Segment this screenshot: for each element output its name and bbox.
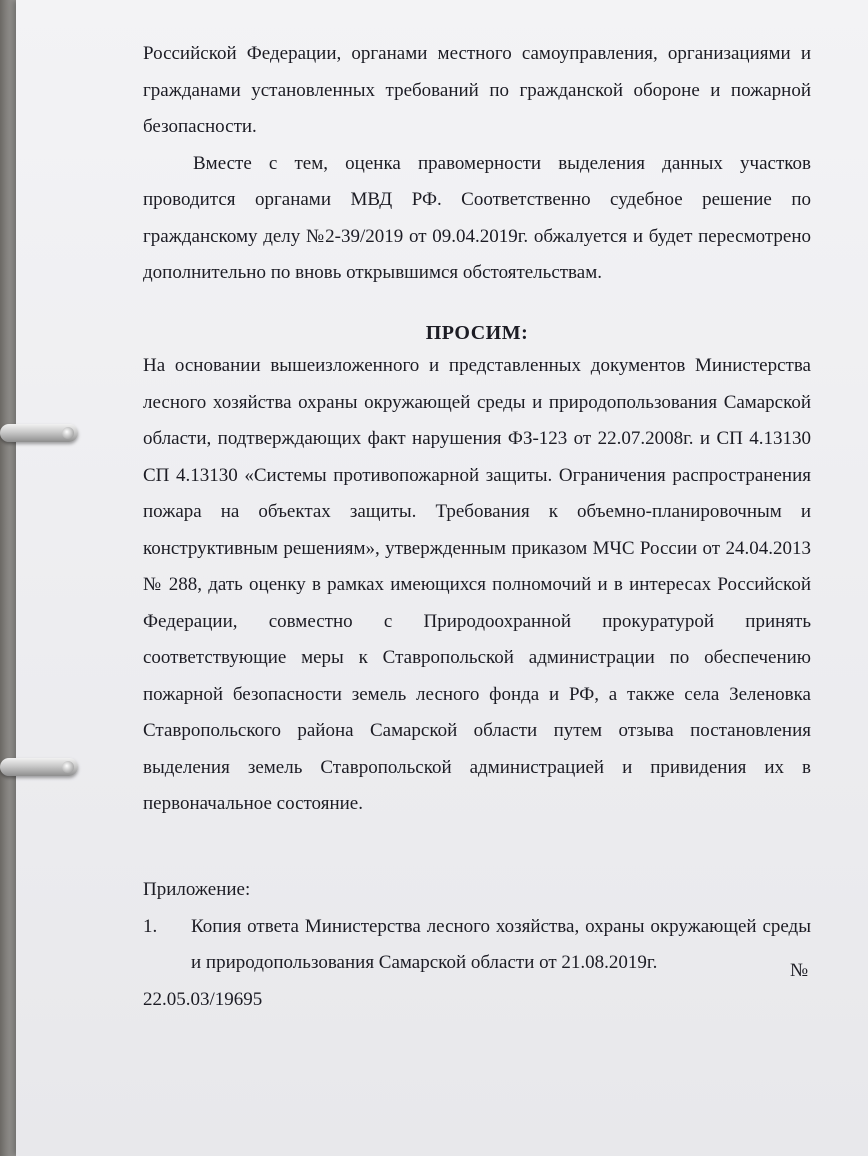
assessment-paragraph: Вместе с тем, оценка правомерности выделения данных участков проводится органами МВД РФ. Соответственно судебное решение по гражданскому делу №2-39/2019 от 09.04.2019г. обжалуется и будет пересмотрено дополнительно по вновь открывшимся обстоятельствам. [143,152,811,283]
binder-ring-top [0,424,78,442]
appendix-item-number: 1. [143,915,158,937]
appendix-section [143,872,811,1018]
request-section [143,348,811,823]
binder-ring-bottom [0,758,78,776]
appendix-reference-line [143,982,811,1019]
appendix-item-body [191,909,811,982]
appendix-number-sign: № [790,960,809,981]
intro-section [143,36,811,292]
request-heading: ПРОСИМ: [425,322,529,344]
appendix-label: Приложение: [143,879,251,900]
appendix-item [143,909,811,982]
request-paragraph: На основании вышеизложенного и представленных документов Министерства лесного хозяйства охраны окружающей среды и природопользования Самарской области, подтверждающих факт нарушения ФЗ-123 от 22.07.2008г. и СП 4.13130 СП 4.13130 «Системы противопожарной защиты. Ограничения распространения пожара на объектах защиты. Требования к объемно-планировочным и конструктивным решениям», утвержденным приказом МЧС России от 24.04.2013 № 288, дать оценку в рамках имеющихся полномочий и в интересах Российской Федерации, совместно с Природоохранной прокуратурой принять соответствующие меры к Ставропольской администрации по обеспечению пожарной безопасности земель лесного фонда и РФ, а также села Зеленовка Ставропольского района Самарской области путем отзыва постановления выделения земель Ставропольской администрацией и привидения их в первоначальное состояние. [143,355,811,814]
appendix-item-text: Копия ответа Министерства лесного хозяйства, охраны окружающей среды и природопользования Самарской области от 21.08.2019г. [191,915,811,973]
continuation-paragraph: Российской Федерации, органами местного самоуправления, организациями и гражданами установленных требований по гражданской обороне и пожарной безопасности. [143,43,811,137]
appendix-item-reference: 22.05.03/19695 [143,988,263,1010]
